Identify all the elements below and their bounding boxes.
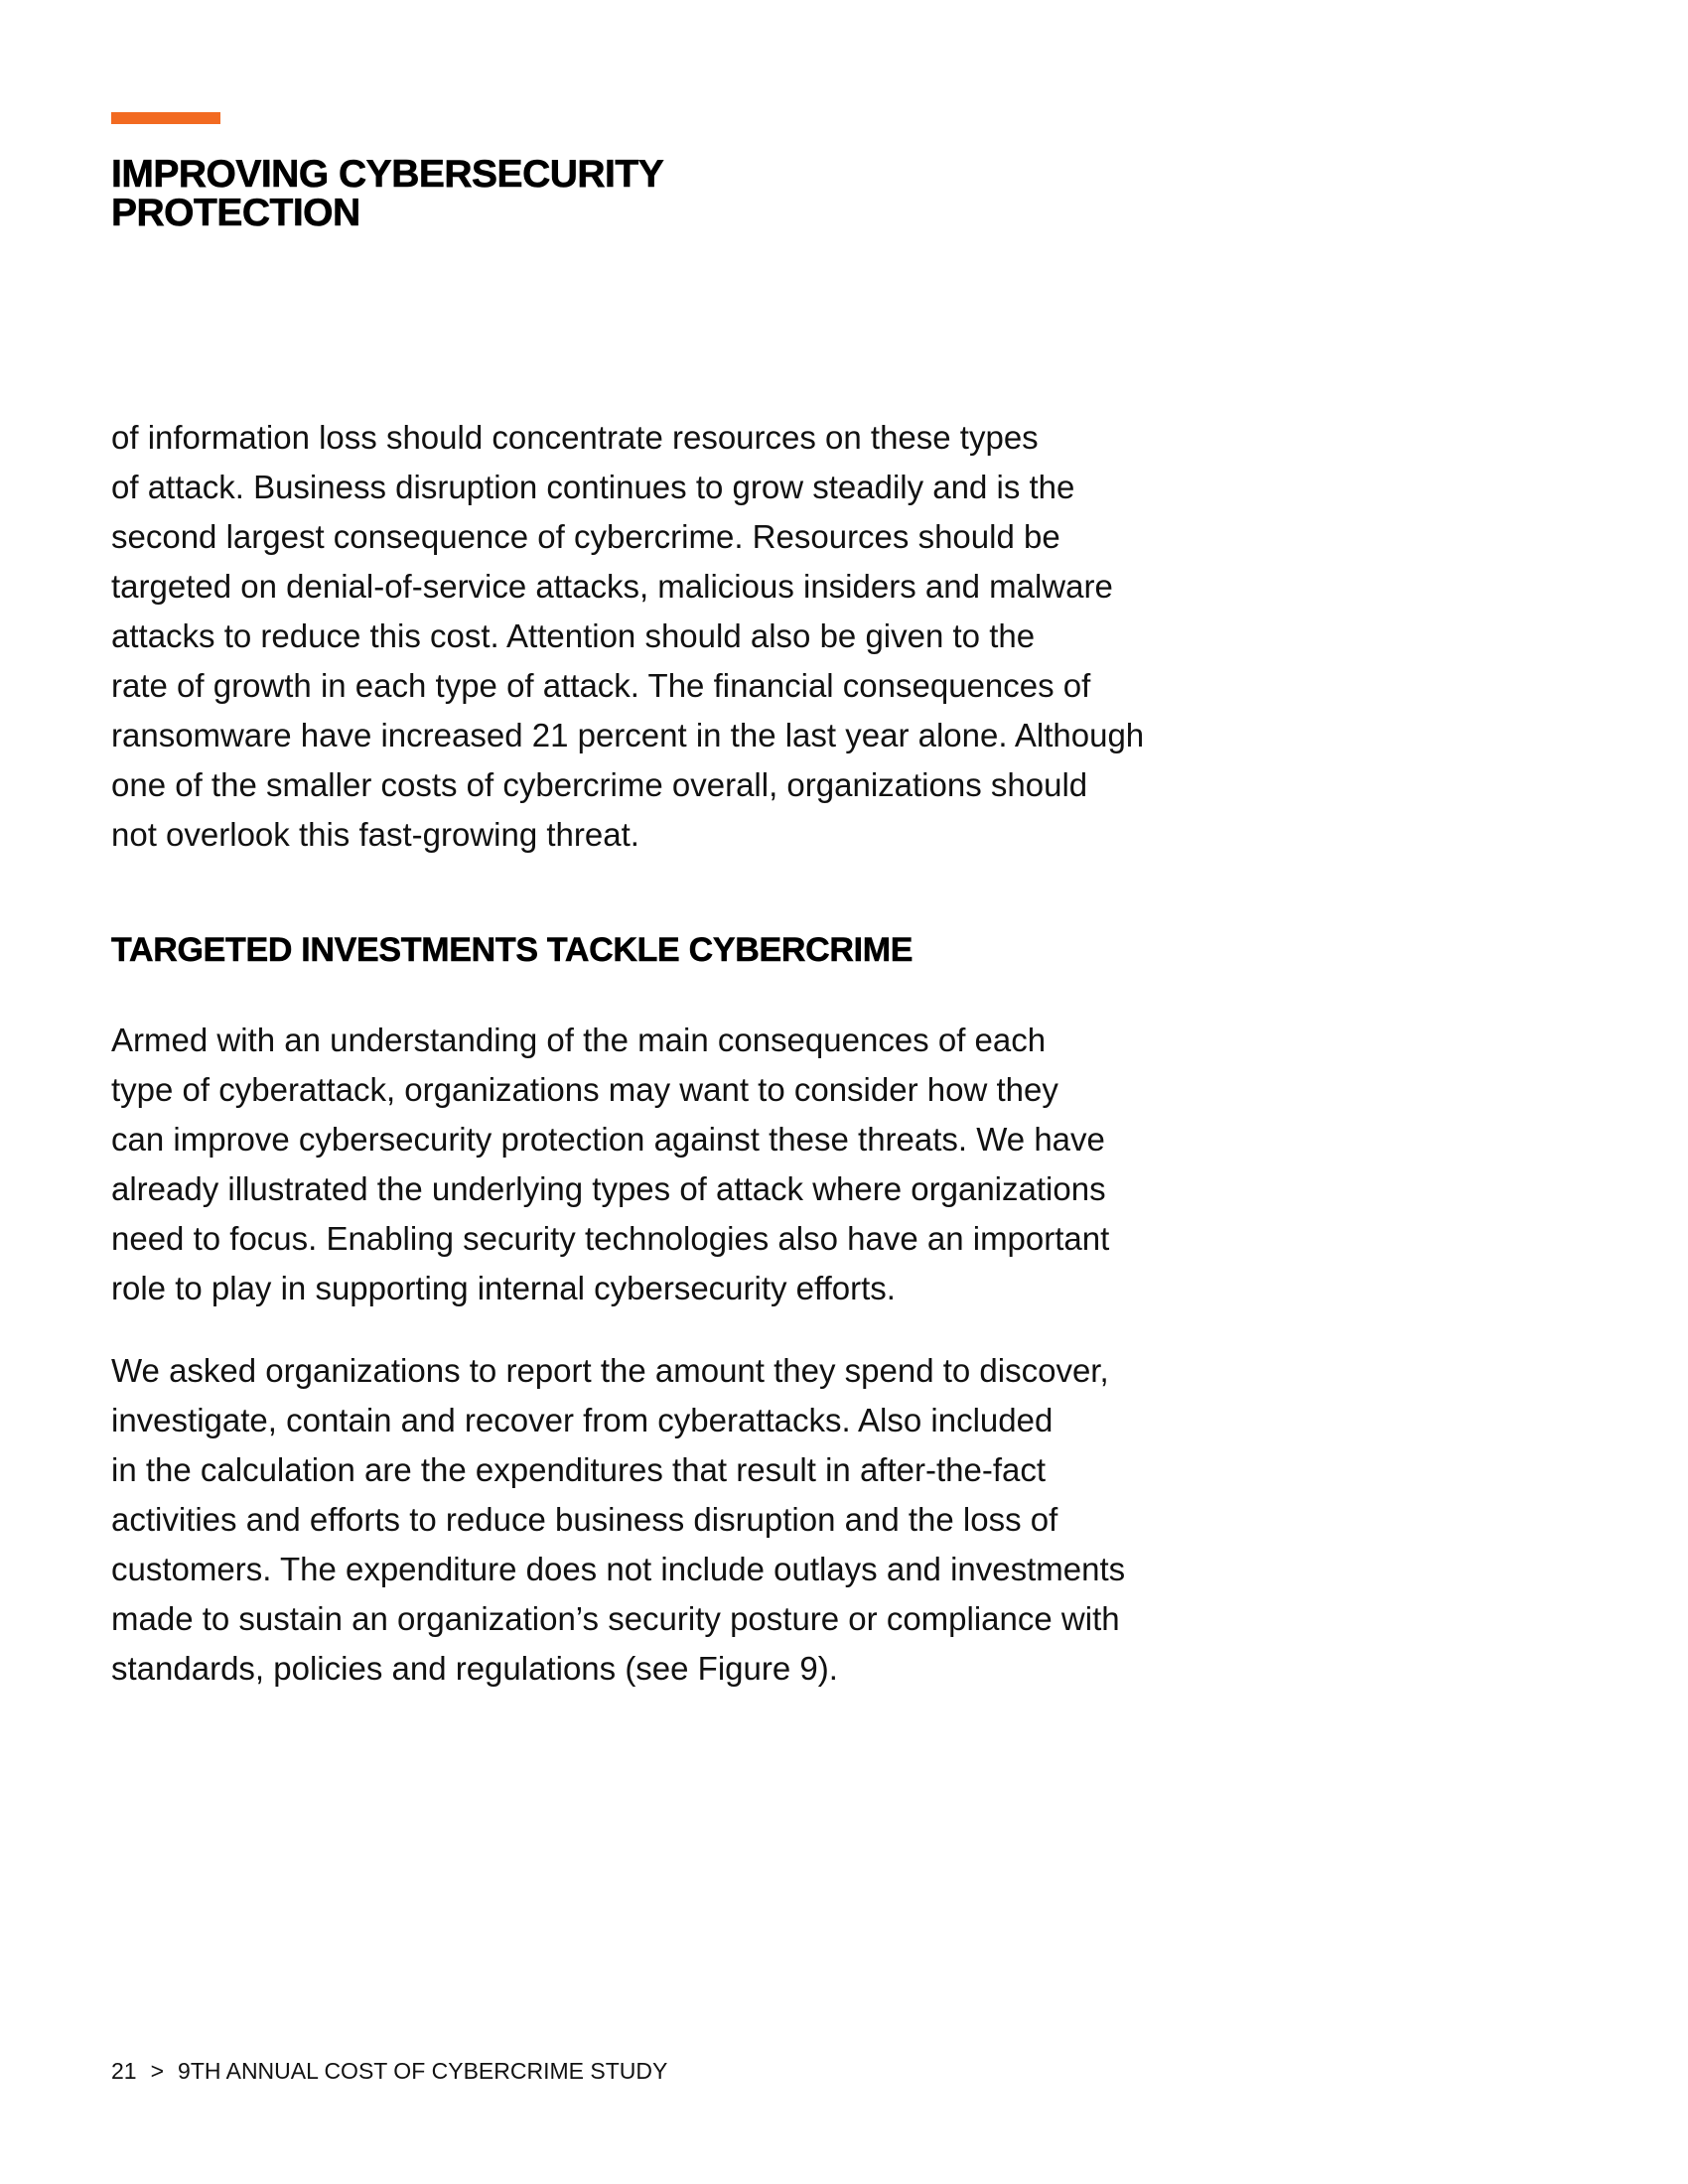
text-line: second largest consequence of cybercrime. Resources should be — [111, 518, 1060, 555]
text-line: not overlook this fast-growing threat. — [111, 816, 639, 853]
text-line: need to focus. Enabling security technologies also have an important — [111, 1220, 1110, 1257]
footer-separator: > — [150, 2058, 165, 2084]
text-line: one of the smaller costs of cybercrime overall, organizations should — [111, 766, 1088, 803]
intro-paragraph — [111, 413, 1323, 860]
page-title-line: PROTECTION — [111, 192, 360, 234]
text-line: already illustrated the underlying types of attack where organizations — [111, 1170, 1106, 1207]
text-line: ransomware have increased 21 percent in the last year alone. Although — [111, 717, 1145, 753]
text-line: rate of growth in each type of attack. The financial consequences of — [111, 667, 1091, 704]
text-line: customers. The expenditure does not include outlays and investments — [111, 1551, 1126, 1587]
text-line: in the calculation are the expenditures that result in after-the-fact — [111, 1451, 1047, 1488]
text-line: of information loss should concentrate resources on these types — [111, 419, 1039, 456]
text-line: We asked organizations to report the amount they spend to discover, — [111, 1352, 1109, 1389]
text-line: Armed with an understanding of the main consequences of each — [111, 1022, 1047, 1058]
text-line: targeted on denial-of-service attacks, malicious insiders and malware — [111, 568, 1113, 605]
text-line: investigate, contain and recover from cyberattacks. Also included — [111, 1402, 1054, 1438]
page-title-line: IMPROVING CYBERSECURITY — [111, 153, 664, 196]
text-line: attacks to reduce this cost. Attention should also be given to the — [111, 617, 1036, 654]
page-number: 21 — [111, 2058, 137, 2084]
text-line: of attack. Business disruption continues to grow steadily and is the — [111, 469, 1075, 505]
text-line: activities and efforts to reduce business disruption and the loss of — [111, 1501, 1058, 1538]
paragraph-2 — [111, 1016, 1323, 1313]
text-line: standards, policies and regulations (see Figure 9). — [111, 1650, 838, 1687]
paragraph-3 — [111, 1346, 1323, 1694]
page-footer — [111, 2057, 667, 2085]
text-line: type of cyberattack, organizations may want to consider how they — [111, 1071, 1058, 1108]
text-line: role to play in supporting internal cybersecurity efforts. — [111, 1270, 896, 1306]
text-line: can improve cybersecurity protection against these threats. We have — [111, 1121, 1105, 1158]
publication-title: 9TH ANNUAL COST OF CYBERCRIME STUDY — [178, 2058, 668, 2084]
page-title — [111, 155, 1005, 232]
accent-bar — [111, 112, 220, 124]
section-subheading: TARGETED INVESTMENTS TACKLE CYBERCRIME — [111, 931, 914, 969]
text-line: made to sustain an organization’s security posture or compliance with — [111, 1600, 1120, 1637]
